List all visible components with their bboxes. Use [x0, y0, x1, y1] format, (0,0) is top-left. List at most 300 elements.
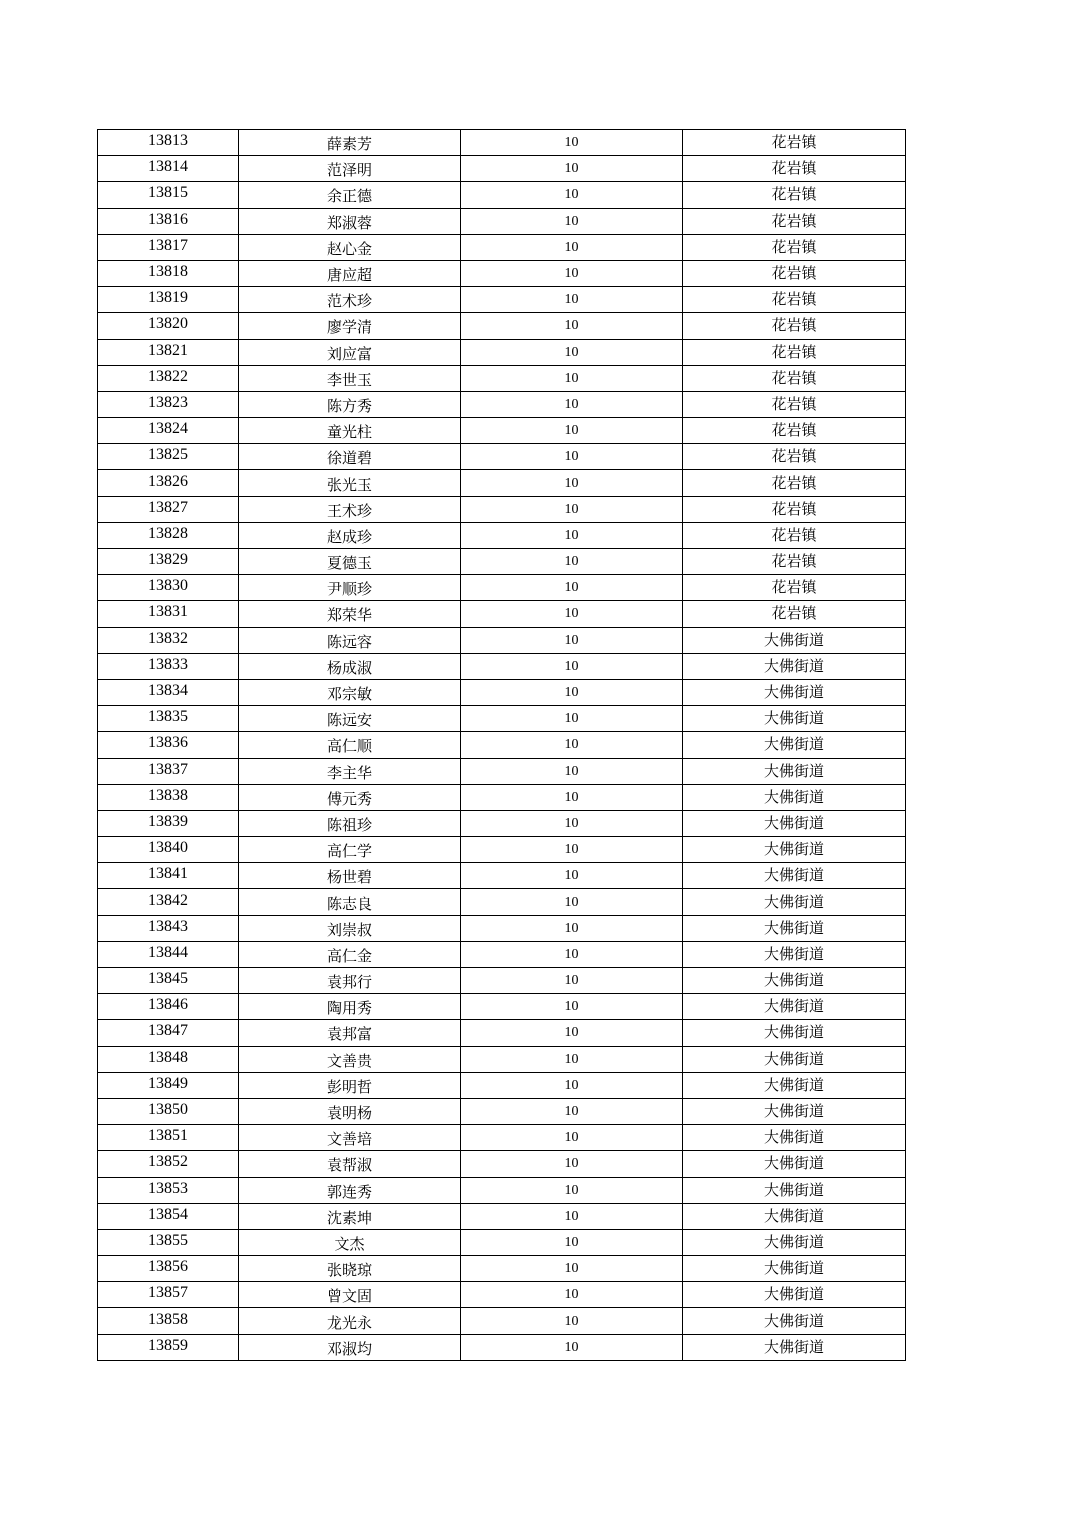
- serial-number-text: 13855: [148, 1231, 188, 1249]
- name-cell: [239, 549, 461, 575]
- amount-text: 10: [564, 763, 579, 779]
- amount-cell: [461, 601, 683, 627]
- name-cell: [239, 1203, 461, 1229]
- town-cell: [683, 496, 906, 522]
- town-text: 花岩镇: [771, 316, 817, 335]
- town-text: 花岩镇: [771, 499, 817, 518]
- name-text: 陈志良: [326, 894, 372, 913]
- town-text: 大佛街道: [763, 1049, 824, 1068]
- town-text: 花岩镇: [771, 447, 817, 466]
- name-text: 尹顺珍: [326, 580, 372, 599]
- name-cell: [239, 418, 461, 444]
- serial-number-cell: [98, 1282, 239, 1308]
- town-text: 大佛街道: [763, 997, 824, 1016]
- serial-number-text: 13819: [148, 289, 188, 307]
- name-text: 范泽明: [326, 161, 372, 180]
- amount-text: 10: [564, 1182, 579, 1198]
- name-text: 曾文固: [326, 1287, 372, 1306]
- amount-cell: [461, 706, 683, 732]
- name-text: 童光柱: [326, 423, 372, 442]
- town-text: 花岩镇: [771, 290, 817, 309]
- name-cell: [239, 758, 461, 784]
- town-cell: [683, 732, 906, 758]
- name-text: 陈方秀: [326, 396, 372, 415]
- serial-number-text: 13826: [148, 472, 188, 490]
- table-row: [98, 653, 906, 679]
- name-text: 赵成珍: [326, 527, 372, 546]
- town-cell: [683, 1046, 906, 1072]
- serial-number-text: 13845: [148, 970, 188, 988]
- town-text: 大佛街道: [763, 630, 824, 649]
- amount-cell: [461, 549, 683, 575]
- serial-number-cell: [98, 653, 239, 679]
- town-cell: [683, 1282, 906, 1308]
- serial-number-cell: [98, 1020, 239, 1046]
- table-row: [98, 182, 906, 208]
- name-text: 文善培: [326, 1130, 372, 1149]
- amount-text: 10: [564, 685, 579, 701]
- town-text: 花岩镇: [771, 185, 817, 204]
- name-text: 范术珍: [326, 292, 372, 311]
- town-text: 大佛街道: [763, 892, 824, 911]
- name-text: 邓淑均: [326, 1339, 372, 1358]
- serial-number-text: 13827: [148, 498, 188, 516]
- amount-text: 10: [564, 266, 579, 282]
- town-text: 大佛街道: [763, 944, 824, 963]
- town-text: 大佛街道: [763, 709, 824, 728]
- amount-text: 10: [564, 1025, 579, 1041]
- table-row: [98, 391, 906, 417]
- amount-text: 10: [564, 632, 579, 648]
- serial-number-cell: [98, 941, 239, 967]
- town-cell: [683, 1020, 906, 1046]
- town-text: 花岩镇: [771, 264, 817, 283]
- amount-cell: [461, 1177, 683, 1203]
- serial-number-text: 13814: [148, 158, 188, 176]
- name-cell: [239, 1229, 461, 1255]
- town-cell: [683, 522, 906, 548]
- amount-cell: [461, 1282, 683, 1308]
- serial-number-cell: [98, 287, 239, 313]
- amount-cell: [461, 470, 683, 496]
- town-text: 花岩镇: [771, 237, 817, 256]
- serial-number-cell: [98, 496, 239, 522]
- town-text: 大佛街道: [763, 735, 824, 754]
- table-row: [98, 575, 906, 601]
- serial-number-cell: [98, 837, 239, 863]
- serial-number-text: 13835: [148, 708, 188, 726]
- amount-cell: [461, 1334, 683, 1360]
- town-cell: [683, 601, 906, 627]
- amount-text: 10: [564, 1313, 579, 1329]
- name-text: 龙光永: [326, 1313, 372, 1332]
- name-cell: [239, 968, 461, 994]
- name-cell: [239, 941, 461, 967]
- town-text: 大佛街道: [763, 1128, 824, 1147]
- serial-number-text: 13823: [148, 393, 188, 411]
- amount-text: 10: [564, 1234, 579, 1250]
- table-row: [98, 1334, 906, 1360]
- serial-number-cell: [98, 601, 239, 627]
- serial-number-cell: [98, 994, 239, 1020]
- amount-text: 10: [564, 370, 579, 386]
- town-cell: [683, 627, 906, 653]
- serial-number-cell: [98, 549, 239, 575]
- name-text: 袁明杨: [326, 1104, 372, 1123]
- serial-number-text: 13858: [148, 1310, 188, 1328]
- serial-number-cell: [98, 1125, 239, 1151]
- amount-cell: [461, 1098, 683, 1124]
- name-cell: [239, 1098, 461, 1124]
- town-text: 花岩镇: [771, 368, 817, 387]
- town-text: 大佛街道: [763, 1180, 824, 1199]
- name-text: 唐应超: [326, 266, 372, 285]
- serial-number-cell: [98, 706, 239, 732]
- town-cell: [683, 1098, 906, 1124]
- table-row: [98, 522, 906, 548]
- amount-cell: [461, 208, 683, 234]
- amount-cell: [461, 758, 683, 784]
- amount-text: 10: [564, 1104, 579, 1120]
- name-cell: [239, 444, 461, 470]
- town-cell: [683, 653, 906, 679]
- name-cell: [239, 863, 461, 889]
- town-cell: [683, 968, 906, 994]
- name-cell: [239, 889, 461, 915]
- amount-cell: [461, 234, 683, 260]
- town-cell: [683, 784, 906, 810]
- name-text: 王术珍: [326, 501, 372, 520]
- amount-cell: [461, 627, 683, 653]
- amount-cell: [461, 863, 683, 889]
- serial-number-cell: [98, 679, 239, 705]
- amount-cell: [461, 156, 683, 182]
- name-text: 袁帮淑: [326, 1156, 372, 1175]
- serial-number-cell: [98, 365, 239, 391]
- table-row: [98, 941, 906, 967]
- table-row: [98, 706, 906, 732]
- town-text: 花岩镇: [771, 578, 817, 597]
- serial-number-text: 13854: [148, 1205, 188, 1223]
- town-cell: [683, 208, 906, 234]
- table-row: [98, 234, 906, 260]
- serial-number-cell: [98, 1256, 239, 1282]
- table-row: [98, 915, 906, 941]
- name-cell: [239, 1177, 461, 1203]
- table-row: [98, 444, 906, 470]
- serial-number-cell: [98, 339, 239, 365]
- serial-number-text: 13829: [148, 551, 188, 569]
- name-text: 陈远安: [326, 711, 372, 730]
- amount-text: 10: [564, 737, 579, 753]
- amount-cell: [461, 496, 683, 522]
- name-text: 文杰: [334, 1234, 365, 1253]
- name-text: 文善贵: [326, 1051, 372, 1070]
- serial-number-text: 13838: [148, 786, 188, 804]
- name-text: 沈素坤: [326, 1208, 372, 1227]
- amount-cell: [461, 1125, 683, 1151]
- serial-number-text: 13840: [148, 839, 188, 857]
- town-cell: [683, 1203, 906, 1229]
- name-cell: [239, 601, 461, 627]
- town-cell: [683, 444, 906, 470]
- name-text: 郑荣华: [326, 606, 372, 625]
- town-text: 花岩镇: [771, 133, 817, 152]
- serial-number-text: 13833: [148, 655, 188, 673]
- amount-text: 10: [564, 946, 579, 962]
- table-row: [98, 1203, 906, 1229]
- name-text: 杨世碧: [326, 868, 372, 887]
- name-cell: [239, 1334, 461, 1360]
- table-row: [98, 260, 906, 286]
- town-cell: [683, 994, 906, 1020]
- serial-number-text: 13846: [148, 996, 188, 1014]
- name-cell: [239, 1072, 461, 1098]
- town-cell: [683, 339, 906, 365]
- serial-number-text: 13822: [148, 367, 188, 385]
- serial-number-text: 13841: [148, 865, 188, 883]
- name-cell: [239, 339, 461, 365]
- serial-number-text: 13815: [148, 184, 188, 202]
- table-row: [98, 1072, 906, 1098]
- amount-text: 10: [564, 711, 579, 727]
- serial-number-cell: [98, 1229, 239, 1255]
- town-cell: [683, 889, 906, 915]
- name-cell: [239, 391, 461, 417]
- town-text: 花岩镇: [771, 525, 817, 544]
- amount-cell: [461, 1229, 683, 1255]
- table-row: [98, 1098, 906, 1124]
- amount-cell: [461, 313, 683, 339]
- name-cell: [239, 1125, 461, 1151]
- amount-text: 10: [564, 920, 579, 936]
- amount-text: 10: [564, 501, 579, 517]
- serial-number-cell: [98, 1334, 239, 1360]
- serial-number-cell: [98, 418, 239, 444]
- serial-number-text: 13834: [148, 682, 188, 700]
- serial-number-text: 13844: [148, 943, 188, 961]
- table-row: [98, 1308, 906, 1334]
- town-text: 大佛街道: [763, 866, 824, 885]
- town-cell: [683, 182, 906, 208]
- table-row: [98, 601, 906, 627]
- serial-number-cell: [98, 313, 239, 339]
- table-row: [98, 1256, 906, 1282]
- serial-number-text: 13816: [148, 210, 188, 228]
- data-table: [97, 129, 906, 1361]
- serial-number-cell: [98, 915, 239, 941]
- serial-number-cell: [98, 889, 239, 915]
- amount-cell: [461, 444, 683, 470]
- amount-text: 10: [564, 868, 579, 884]
- amount-text: 10: [564, 318, 579, 334]
- name-cell: [239, 470, 461, 496]
- serial-number-cell: [98, 1177, 239, 1203]
- table-row: [98, 1282, 906, 1308]
- name-cell: [239, 234, 461, 260]
- serial-number-text: 13830: [148, 577, 188, 595]
- town-text: 大佛街道: [763, 1259, 824, 1278]
- serial-number-cell: [98, 1072, 239, 1098]
- serial-number-text: 13837: [148, 760, 188, 778]
- table-row: [98, 470, 906, 496]
- table-row: [98, 418, 906, 444]
- amount-text: 10: [564, 554, 579, 570]
- name-cell: [239, 182, 461, 208]
- table-row: [98, 1229, 906, 1255]
- amount-cell: [461, 679, 683, 705]
- name-cell: [239, 732, 461, 758]
- table-body: [98, 130, 906, 1361]
- name-text: 薛素芳: [326, 135, 372, 154]
- amount-cell: [461, 837, 683, 863]
- serial-number-cell: [98, 863, 239, 889]
- table-row: [98, 496, 906, 522]
- name-cell: [239, 810, 461, 836]
- town-cell: [683, 758, 906, 784]
- name-text: 高仁金: [326, 946, 372, 965]
- name-cell: [239, 575, 461, 601]
- serial-number-cell: [98, 234, 239, 260]
- town-text: 大佛街道: [763, 683, 824, 702]
- name-cell: [239, 653, 461, 679]
- serial-number-text: 13836: [148, 734, 188, 752]
- amount-text: 10: [564, 894, 579, 910]
- town-cell: [683, 1125, 906, 1151]
- name-text: 陈远容: [326, 632, 372, 651]
- amount-text: 10: [564, 292, 579, 308]
- name-text: 傅元秀: [326, 789, 372, 808]
- town-text: 大佛街道: [763, 1102, 824, 1121]
- amount-cell: [461, 1203, 683, 1229]
- town-cell: [683, 313, 906, 339]
- table-row: [98, 758, 906, 784]
- name-text: 张光玉: [326, 475, 372, 494]
- name-text: 廖学清: [326, 318, 372, 337]
- serial-number-text: 13859: [148, 1336, 188, 1354]
- town-text: 大佛街道: [763, 656, 824, 675]
- amount-cell: [461, 287, 683, 313]
- amount-text: 10: [564, 213, 579, 229]
- serial-number-cell: [98, 1203, 239, 1229]
- table-row: [98, 313, 906, 339]
- serial-number-cell: [98, 810, 239, 836]
- table-row: [98, 130, 906, 156]
- name-cell: [239, 784, 461, 810]
- town-cell: [683, 1229, 906, 1255]
- name-text: 邓宗敏: [326, 685, 372, 704]
- table-row: [98, 1177, 906, 1203]
- serial-number-text: 13820: [148, 315, 188, 333]
- amount-cell: [461, 889, 683, 915]
- serial-number-text: 13831: [148, 603, 188, 621]
- name-text: 李世玉: [326, 370, 372, 389]
- table-row: [98, 994, 906, 1020]
- town-cell: [683, 837, 906, 863]
- town-cell: [683, 1177, 906, 1203]
- town-cell: [683, 1072, 906, 1098]
- amount-text: 10: [564, 1156, 579, 1172]
- name-cell: [239, 1308, 461, 1334]
- town-text: 大佛街道: [763, 971, 824, 990]
- serial-number-cell: [98, 522, 239, 548]
- amount-cell: [461, 260, 683, 286]
- serial-number-text: 13817: [148, 236, 188, 254]
- town-text: 大佛街道: [763, 918, 824, 937]
- serial-number-text: 13851: [148, 1127, 188, 1145]
- town-text: 花岩镇: [771, 159, 817, 178]
- amount-cell: [461, 391, 683, 417]
- town-cell: [683, 287, 906, 313]
- town-cell: [683, 234, 906, 260]
- name-text: 刘应富: [326, 344, 372, 363]
- serial-number-cell: [98, 156, 239, 182]
- name-text: 徐道碧: [326, 449, 372, 468]
- town-cell: [683, 470, 906, 496]
- town-text: 大佛街道: [763, 1206, 824, 1225]
- table-row: [98, 627, 906, 653]
- amount-text: 10: [564, 527, 579, 543]
- town-cell: [683, 915, 906, 941]
- amount-text: 10: [564, 396, 579, 412]
- serial-number-text: 13813: [148, 132, 188, 150]
- town-text: 大佛街道: [763, 1154, 824, 1173]
- table-row: [98, 810, 906, 836]
- amount-cell: [461, 339, 683, 365]
- amount-text: 10: [564, 580, 579, 596]
- name-text: 李主华: [326, 763, 372, 782]
- town-cell: [683, 575, 906, 601]
- serial-number-cell: [98, 575, 239, 601]
- name-cell: [239, 837, 461, 863]
- amount-cell: [461, 653, 683, 679]
- amount-text: 10: [564, 1208, 579, 1224]
- amount-cell: [461, 522, 683, 548]
- town-text: 花岩镇: [771, 394, 817, 413]
- amount-cell: [461, 1020, 683, 1046]
- amount-cell: [461, 941, 683, 967]
- amount-text: 10: [564, 1339, 579, 1355]
- serial-number-text: 13857: [148, 1284, 188, 1302]
- serial-number-cell: [98, 732, 239, 758]
- amount-text: 10: [564, 135, 579, 151]
- serial-number-cell: [98, 758, 239, 784]
- serial-number-text: 13828: [148, 524, 188, 542]
- name-text: 高仁学: [326, 842, 372, 861]
- amount-cell: [461, 994, 683, 1020]
- amount-text: 10: [564, 161, 579, 177]
- town-cell: [683, 706, 906, 732]
- table-row: [98, 837, 906, 863]
- name-cell: [239, 260, 461, 286]
- town-cell: [683, 260, 906, 286]
- amount-cell: [461, 1308, 683, 1334]
- name-text: 袁邦富: [326, 1025, 372, 1044]
- amount-text: 10: [564, 789, 579, 805]
- serial-number-text: 13839: [148, 812, 188, 830]
- table-row: [98, 365, 906, 391]
- serial-number-text: 13853: [148, 1179, 188, 1197]
- amount-text: 10: [564, 187, 579, 203]
- amount-text: 10: [564, 999, 579, 1015]
- town-text: 大佛街道: [763, 813, 824, 832]
- town-text: 大佛街道: [763, 1285, 824, 1304]
- amount-cell: [461, 1256, 683, 1282]
- town-cell: [683, 941, 906, 967]
- serial-number-text: 13821: [148, 341, 188, 359]
- name-cell: [239, 915, 461, 941]
- name-text: 刘崇叔: [326, 920, 372, 939]
